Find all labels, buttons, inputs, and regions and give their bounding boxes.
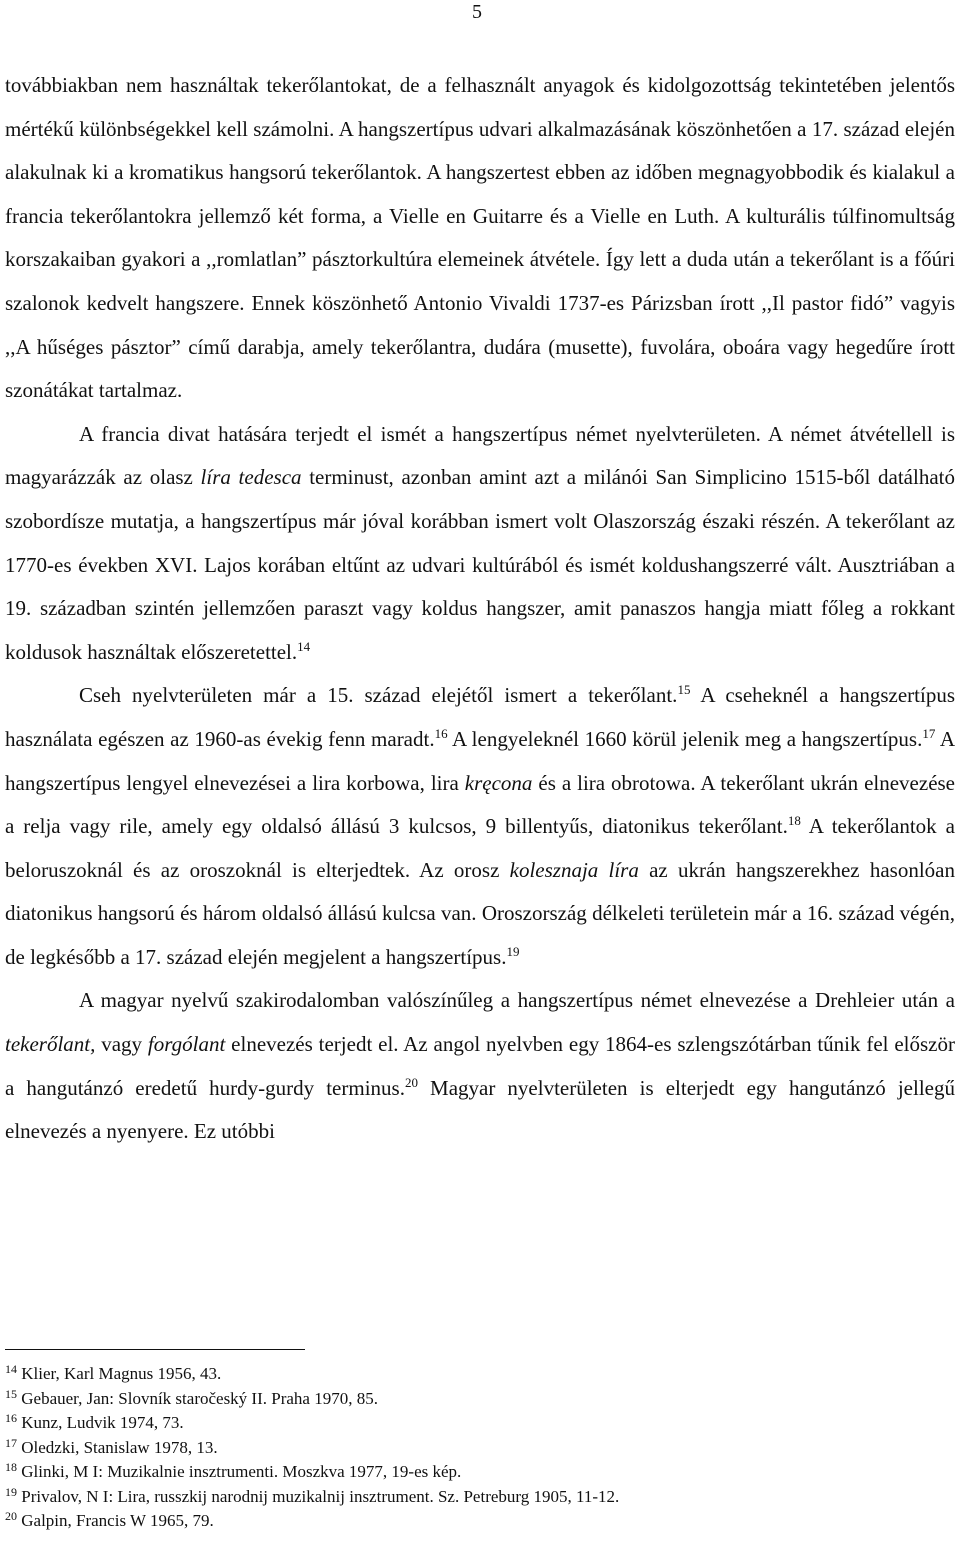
footnote-reference: 16 [434,725,448,741]
text-segment: az ukrán hangszerekhez hasonlóan diatonikus hangsorú és három oldalsó állású kulcsa van. Oroszország délkeleti területein már a 16. század végén, de legkésőbb a 17. század elején megjelent a hangszertípus. [5,857,955,969]
footnote [5,1509,955,1534]
italic-term: kolesznaja líra [509,857,639,882]
italic-term: kręcona [464,770,533,795]
footnote-number: 18 [5,1460,17,1474]
paragraph [5,413,955,675]
text-segment: A francia divat hatására terjedt el ismét a hangszertípus német nyelvterületen. A német átvétellell is magyarázzák az olasz [5,421,955,490]
footnote-text: Kunz, Ludvik 1974, 73. [21,1413,184,1432]
text-segment: A magyar nyelvű szakirodalomban valószínűleg a hangszertípus német elnevezése a Drehleier után a [79,988,955,1013]
footnote-number: 16 [5,1411,17,1425]
footnote-number: 20 [5,1509,17,1523]
footnote [5,1460,955,1485]
footnote-reference: 18 [787,813,801,829]
footnote-number: 17 [5,1435,17,1450]
footnote-text: Glinki, M I: Muzikalnie insztrumenti. Moszkva 1977, 19-es kép. [21,1462,462,1481]
footnote-number: 19 [5,1484,17,1499]
footnote-reference: 19 [506,943,520,959]
footnote-text: Galpin, Francis W 1965, 79. [21,1511,214,1530]
footnote-separator [5,1349,305,1350]
text-segment: terminust, azonban amint azt a milánói San Simplicino 1515-ből datálható szobordísze mutatja, a hangszertípus már jóval korábban ismert volt Olaszország északi részén. A tekerőlant az 1770-es években XVI. Lajos korában eltűnt az udvari kultúrából és ismét koldushangszerré vált. Ausztriában a 19. században szintén jellemzően paraszt vagy koldus hangszer, amit panaszos hangja miatt főleg a rokkant koldusok használtak előszeretettel. [5,465,955,664]
footnote-reference: 15 [677,682,691,698]
body-text [5,64,955,1154]
paragraph [5,64,955,413]
footnotes [5,1362,955,1534]
italic-term: líra tedesca [200,465,302,490]
text-segment: A hangszertípus lengyel elnevezései a lira korbowa, lira [5,726,955,795]
paragraph [5,674,955,979]
footnote [5,1411,955,1436]
footnote-reference: 14 [297,638,311,654]
footnote [5,1362,955,1387]
text-segment: A lengyeleknél 1660 körül jelenik meg a hangszertípus. [447,726,923,751]
italic-term: tekerőlant, [5,1032,96,1057]
footnote [5,1485,955,1510]
footnote [5,1387,955,1412]
footnote-reference: 17 [922,725,936,741]
footnote-reference: 20 [404,1074,418,1090]
italic-term: forgólant [147,1032,226,1057]
footnote-text: Gebauer, Jan: Slovník staročeský II. Praha 1970, 85. [21,1388,378,1408]
text-segment: Magyar nyelvterületen is elterjedt egy hangutánzó jellegű elnevezés a nyenyere. Ez utóbbi [5,1075,955,1144]
text-segment: A cseheknél a hangszertípus használata egészen az 1960-as évekig fenn maradt. [5,683,956,751]
footnote [5,1436,955,1461]
text-segment: továbbiakban nem használtak tekerőlantokat, de a felhasznált anyagok és kidolgozottság tekintetében jelentős mértékű különbségekkel kell számolni. A hangszertípus udvari alkalmazásának köszönhetően a 17. század elején alakulnak ki a kromatikus hangsorú tekerőlantok. A hangszertest ebben az időben megnagyobbodik és kialakul a francia tekerőlantokra jellemző két forma, a Vielle en Guitarre és a Vielle en Luth. A kulturális túlfinomultság korszakaiban gyakori a ,,romlatlan” pásztorkultúra elemeinek átvétele. Így lett a duda után a tekerőlant is a főúri szalonok kedvelt hangszere. Ennek köszönhető Antonio Vivaldi 1737-es Párizsban írott ,,Il pastor fidó” vagyis ,,A hűséges pásztor” című darabja, amely tekerőlantra, dudára (musette), fuvolára, oboára vagy hegedűre írott szonátákat tartalmaz. [5,73,955,403]
footnote-text: Privalov, N I: Lira, russzkij narodnij muzikalnij insztrument. Sz. Petreburg 1905, 11-12. [21,1486,620,1506]
text-segment: A tekerőlantok a beloruszoknál és az oroszoknál is elterjedtek. Az orosz [5,814,955,882]
text-segment: Cseh nyelvterületen már a 15. század elejétől ismert a tekerőlant. [79,683,678,708]
footnote-text: Oledzki, Stanislaw 1978, 13. [21,1437,218,1457]
footnote-number: 15 [5,1386,17,1401]
text-segment: és a lira obrotowa. A tekerőlant ukrán elnevezése a relja vagy rile, amely egy oldalsó állású 3 kulcsos, 9 billentyűs, diatonikus tekerőlant. [5,770,956,839]
text-segment: vagy [95,1032,148,1057]
footnote-text: Klier, Karl Magnus 1956, 43. [21,1364,222,1383]
page-number: 5 [472,1,482,23]
paragraph [5,979,955,1153]
footnote-number: 14 [5,1362,17,1376]
text-segment: elnevezés terjedt el. Az angol nyelvben egy 1864-es szlengszótárban tűnik fel először a hangutánzó eredetű hurdy-gurdy terminus. [5,1032,955,1100]
